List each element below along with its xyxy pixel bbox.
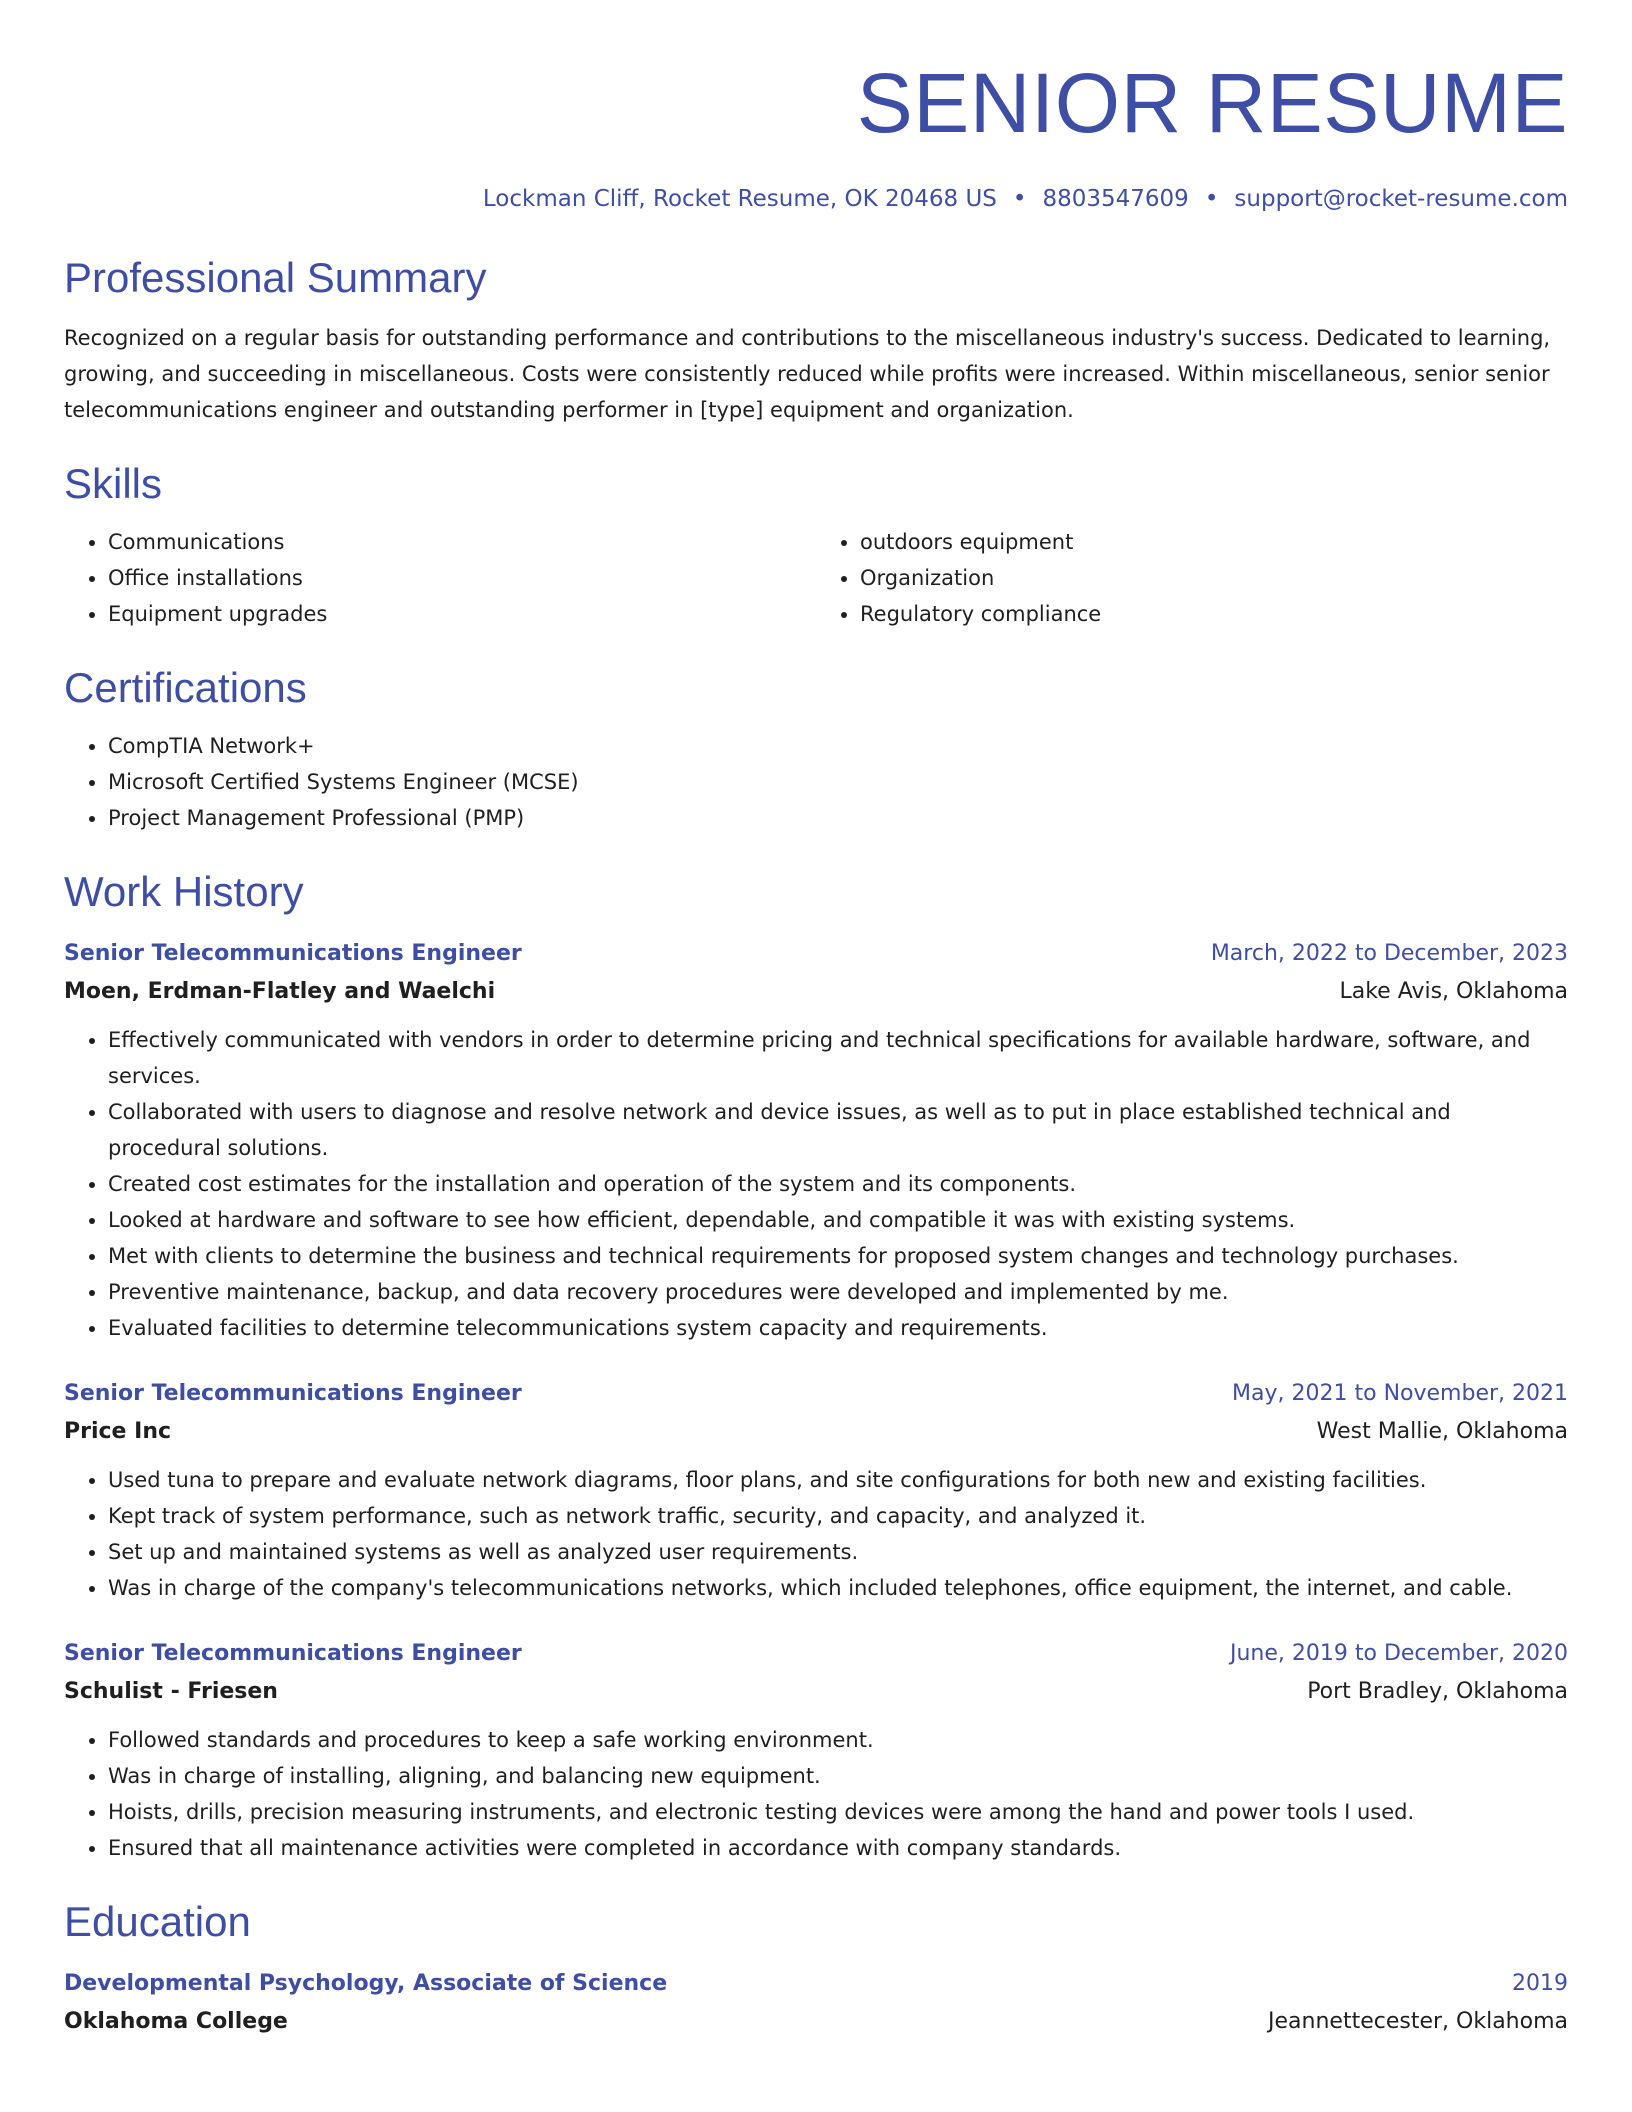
work-history-section	[64, 864, 1568, 1866]
skill-item: • outdoors equipment	[860, 524, 1568, 560]
job-entry	[64, 1376, 1568, 1606]
education-school-row	[64, 2002, 1568, 2042]
job-company-row	[64, 972, 1568, 1012]
job-duty: • Met with clients to determine the business and technical requirements for proposed system changes and technology purchases.	[108, 1238, 1568, 1274]
skills-grid	[64, 512, 1568, 632]
education-school: Oklahoma College	[64, 2009, 288, 2034]
job-header-row	[64, 1376, 1568, 1412]
skill-item: • Regulatory compliance	[860, 596, 1568, 632]
education-header-row	[64, 1966, 1568, 2002]
job-duties-list	[64, 1022, 1568, 1346]
education-degree: Developmental Psychology, Associate of Science	[64, 1971, 668, 1996]
skills-list-left	[64, 524, 816, 632]
job-duty: • Created cost estimates for the installation and operation of the system and its components.	[108, 1166, 1568, 1202]
contact-separator: •	[1204, 186, 1219, 212]
job-duty: • Preventive maintenance, backup, and data recovery procedures were developed and implemented by me.	[108, 1274, 1568, 1310]
certifications-section	[64, 660, 1568, 836]
job-duty: • Ensured that all maintenance activities were completed in accordance with company standards.	[108, 1830, 1568, 1866]
job-duty: • Kept track of system performance, such as network traffic, security, and capacity, and analyzed it.	[108, 1498, 1568, 1534]
education-year: 2019	[1512, 1971, 1568, 1996]
job-duty: • Was in charge of the company's telecommunications networks, which included telephones, office equipment, the internet, and cable.	[108, 1570, 1568, 1606]
job-company-row	[64, 1412, 1568, 1452]
job-dates: March, 2022 to December, 2023	[1210, 941, 1568, 966]
job-duty: • Evaluated facilities to determine telecommunications system capacity and requirements.	[108, 1310, 1568, 1346]
skill-item: • Organization	[860, 560, 1568, 596]
contact-separator: •	[1012, 186, 1027, 212]
job-company: Price Inc	[64, 1419, 172, 1444]
job-title: Senior Telecommunications Engineer	[64, 941, 522, 966]
contact-address: Lockman Cliff, Rocket Resume, OK 20468 US	[482, 186, 997, 212]
job-duties-list	[64, 1462, 1568, 1606]
job-duty: • Effectively communicated with vendors in order to determine pricing and technical specifications for available hardware, software, and services.	[108, 1022, 1568, 1094]
job-duty: • Hoists, drills, precision measuring instruments, and electronic testing devices were among the hand and power tools I used.	[108, 1794, 1568, 1830]
certification-item: • CompTIA Network+	[108, 728, 1568, 764]
job-duty: • Was in charge of installing, aligning, and balancing new equipment.	[108, 1758, 1568, 1794]
certification-item: • Microsoft Certified Systems Engineer (MCSE)	[108, 764, 1568, 800]
certifications-heading: Certifications	[64, 664, 307, 711]
contact-line	[64, 182, 1568, 216]
education-section	[64, 1894, 1568, 2042]
job-dates: May, 2021 to November, 2021	[1232, 1381, 1568, 1406]
skill-item: • Office installations	[108, 560, 816, 596]
job-duty: • Set up and maintained systems as well as analyzed user requirements.	[108, 1534, 1568, 1570]
job-company-row	[64, 1672, 1568, 1712]
education-location: Jeannettecester, Oklahoma	[1268, 2009, 1568, 2034]
job-header-row	[64, 936, 1568, 972]
skills-list-right	[816, 524, 1568, 632]
work-history-heading: Work History	[64, 868, 304, 915]
resume-title: SENIOR RESUME	[856, 56, 1568, 150]
education-heading: Education	[64, 1898, 251, 1945]
summary-heading: Professional Summary	[64, 254, 487, 301]
job-header-row	[64, 1636, 1568, 1672]
job-company: Moen, Erdman-Flatley and Waelchi	[64, 979, 496, 1004]
summary-section	[64, 250, 1568, 428]
skills-section	[64, 456, 1568, 632]
job-title: Senior Telecommunications Engineer	[64, 1641, 522, 1666]
skills-heading: Skills	[64, 460, 163, 507]
job-title: Senior Telecommunications Engineer	[64, 1381, 522, 1406]
job-duty: • Collaborated with users to diagnose and resolve network and device issues, as well as to put in place established technical and procedural solutions.	[108, 1094, 1568, 1166]
certifications-list	[64, 728, 1568, 836]
job-company: Schulist - Friesen	[64, 1679, 278, 1704]
job-entry	[64, 1636, 1568, 1866]
job-duty: • Followed standards and procedures to keep a safe working environment.	[108, 1722, 1568, 1758]
job-dates: June, 2019 to December, 2020	[1229, 1641, 1568, 1666]
summary-text: Recognized on a regular basis for outstanding performance and contributions to the miscellaneous industry's success. Dedicated to learning, growing, and succeeding in miscellaneous. Costs were consistently reduced while profits were increased. Within miscellaneous, senior senior telecommunications engineer and outstanding performer in [type] equipment and organization.	[64, 326, 1551, 422]
job-duty: • Used tuna to prepare and evaluate network diagrams, floor plans, and site configurations for both new and existing facilities.	[108, 1462, 1568, 1498]
job-location: West Mallie, Oklahoma	[1316, 1419, 1568, 1444]
certification-item: • Project Management Professional (PMP)	[108, 800, 1568, 836]
job-duty: • Looked at hardware and software to see how efficient, dependable, and compatible it was with existing systems.	[108, 1202, 1568, 1238]
job-entry	[64, 936, 1568, 1346]
contact-phone: 8803547609	[1042, 186, 1189, 212]
contact-email[interactable]: support@rocket-resume.com	[1234, 186, 1568, 212]
job-location: Lake Avis, Oklahoma	[1339, 979, 1568, 1004]
job-duties-list	[64, 1722, 1568, 1866]
skill-item: • Communications	[108, 524, 816, 560]
job-location: Port Bradley, Oklahoma	[1307, 1679, 1568, 1704]
education-entry	[64, 1966, 1568, 2042]
skill-item: • Equipment upgrades	[108, 596, 816, 632]
